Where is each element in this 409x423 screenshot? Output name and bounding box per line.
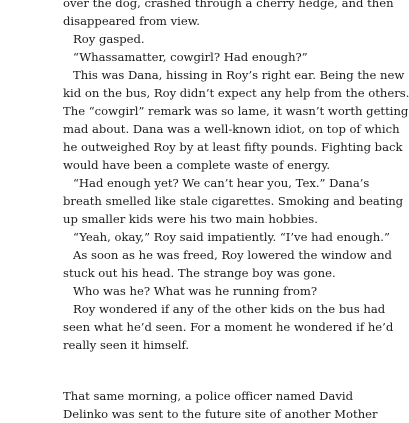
text-line: really seen it himself. <box>63 338 190 352</box>
paragraph <box>63 387 378 423</box>
text-line: Roy wondered if any of the other kids on the bus had <box>73 302 386 316</box>
text-line: up smaller kids were his two main hobbies. <box>63 212 318 226</box>
text-line: Roy gasped. <box>73 32 145 46</box>
section-gap <box>63 354 341 387</box>
text-line: “Yeah, okay,” Roy said impatiently. “I’ve had enough.” <box>73 230 390 244</box>
text-line: The “cowgirl” remark was so lame, it wasn’t worth getting <box>63 104 409 118</box>
paragraph <box>63 300 394 354</box>
text-line: stuck out his head. The strange boy was gone. <box>63 266 336 280</box>
text-line: he outweighed Roy by at least fifty pounds. Fighting back <box>63 140 403 154</box>
text-line: “Had enough yet? We can’t hear you, Tex.” Dana’s <box>73 176 370 190</box>
text-line: breath smelled like stale cigarettes. Smoking and beating <box>63 194 404 208</box>
text-line: That same morning, a police officer named David <box>63 389 353 403</box>
text-line: “Whassamatter, cowgirl? Had enough?” <box>73 50 308 64</box>
text-line: over the dog, crashed through a cherry hedge, and then <box>63 0 394 10</box>
text-line: disappeared from view. <box>63 14 200 28</box>
paragraph <box>63 246 392 282</box>
chapter-text <box>63 0 409 354</box>
text-line: mad about. Dana was a well-known idiot, on top of which <box>63 122 400 136</box>
text-line: Delinko was sent to the future site of another Mother <box>63 407 378 421</box>
paragraph <box>63 174 404 228</box>
text-line: seen what he’d seen. For a moment he wondered if he’d <box>63 320 394 334</box>
text-line: would have been a complete waste of energy. <box>63 158 331 172</box>
body-text <box>63 0 409 423</box>
text-line: As soon as he was freed, Roy lowered the window and <box>73 248 392 262</box>
next-section-text <box>63 387 378 423</box>
paragraph <box>63 228 390 246</box>
text-line: kid on the bus, Roy didn’t expect any help from the others. <box>63 86 409 100</box>
paragraph <box>63 282 341 300</box>
text-line: This was Dana, hissing in Roy’s right ear. Being the new <box>73 68 405 82</box>
paragraph <box>63 0 394 30</box>
text-line: Who was he? What was he running from? <box>73 284 318 298</box>
paragraph <box>63 30 341 48</box>
paragraph <box>63 48 341 66</box>
paragraph <box>63 66 409 174</box>
